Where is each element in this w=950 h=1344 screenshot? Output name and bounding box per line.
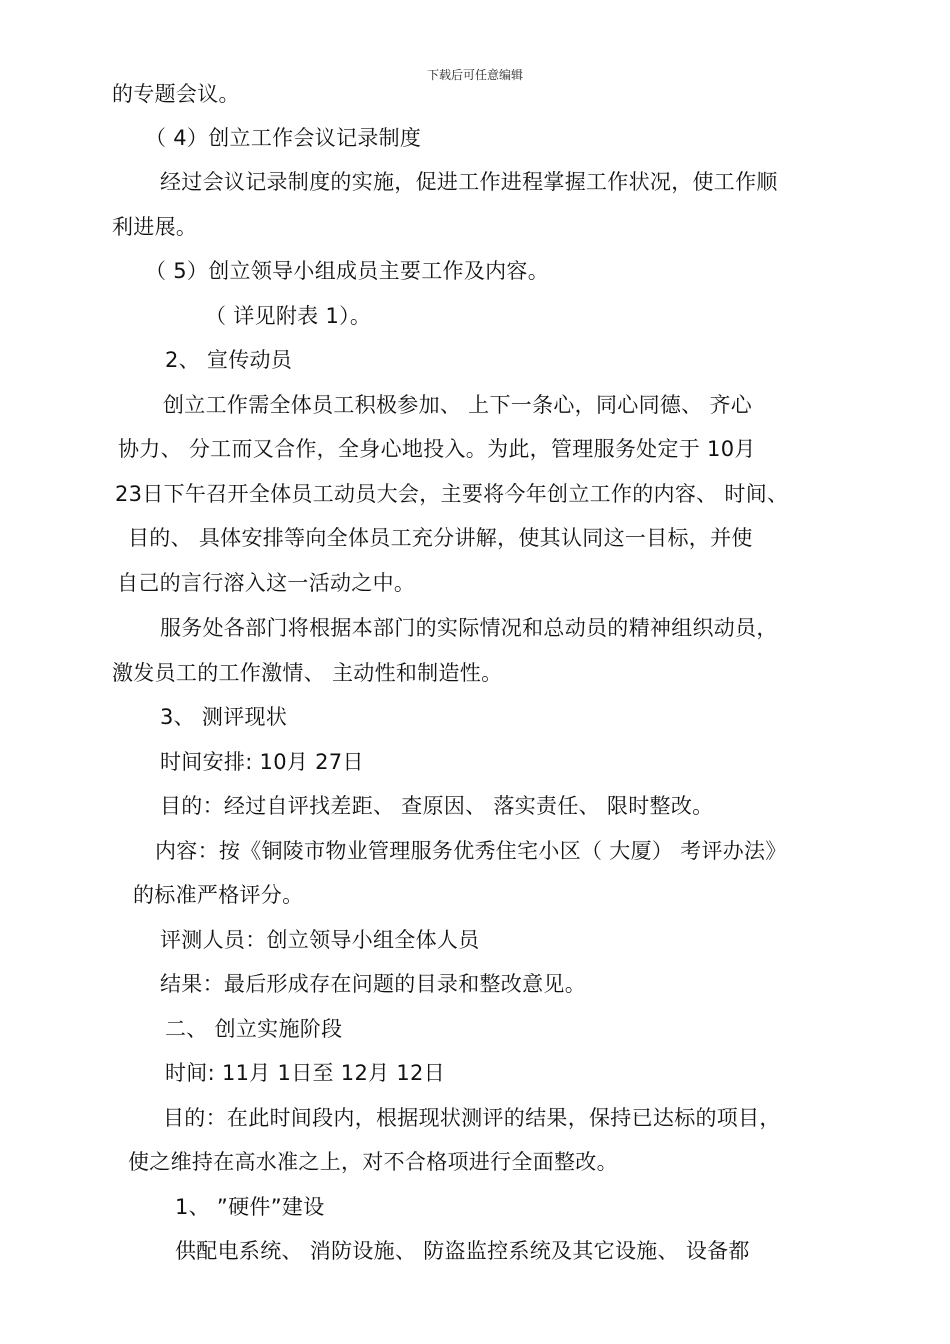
- text-line: 目的：经过自评找差距、 查原因、 落实责任、 限时整改。: [160, 794, 714, 818]
- text-line: 23日下午召开全体员工动员大会，主要将今年创立工作的内容、 时间、: [115, 482, 789, 506]
- section-heading: 1、 ”硬件”建设: [175, 1195, 325, 1219]
- text-line: 评测人员：创立领导小组全体人员: [160, 928, 480, 952]
- text-line: 目的：在此时间段内，根据现状测评的结果，保持已达标的项目，: [163, 1106, 781, 1130]
- section-heading: 二、 创立实施阶段: [165, 1017, 343, 1041]
- text-line: 创立工作需全体员工积极参加、 上下一条心，同心同德、 齐心: [163, 393, 753, 417]
- section-heading: 3、 测评现状: [160, 705, 288, 729]
- section-heading: （ 4）创立工作会议记录制度: [145, 126, 422, 150]
- section-heading: （ 5）创立领导小组成员主要工作及内容。: [145, 259, 550, 283]
- text-line: 经过会议记录制度的实施，促进工作进程掌握工作状况，使工作顺: [160, 170, 778, 194]
- text-line: 时间: 11月 1日至 12月 12日: [165, 1061, 446, 1085]
- text-line: 时间安排: 10月 27日: [160, 750, 364, 774]
- text-line: 协力、 分工而又合作，全身心地投入。为此，管理服务处定于 10月: [118, 437, 756, 461]
- text-line: 激发员工的工作激情、 主动性和制造性。: [112, 661, 503, 685]
- text-line: 内容：按《铜陵市物业管理服务优秀住宅小区（ 大厦） 考评办法》: [155, 839, 787, 863]
- text-line: 服务处各部门将根据本部门的实际情况和总动员的精神组织动员，: [160, 616, 778, 640]
- text-line: （ 详见附表 1）。: [205, 304, 372, 328]
- section-heading: 2、 宣传动员: [165, 348, 293, 372]
- page-header-note: 下载后可任意编辑: [426, 68, 523, 82]
- text-line: 自己的言行溶入这一活动之中。: [117, 571, 416, 595]
- text-line: 目的、 具体安排等向全体员工充分讲解，使其认同这一目标，并使: [128, 526, 753, 550]
- text-line: 的专题会议。: [112, 82, 240, 106]
- text-line: 使之维持在高水准之上，对不合格项进行全面整改。: [128, 1150, 618, 1174]
- text-line: 的标准严格评分。: [133, 883, 304, 907]
- text-line: 结果：最后形成存在问题的目录和整改意见。: [160, 972, 586, 996]
- text-line: 利进展。: [112, 215, 198, 239]
- text-line: 供配电系统、 消防设施、 防盗监控系统及其它设施、 设备都: [175, 1239, 750, 1263]
